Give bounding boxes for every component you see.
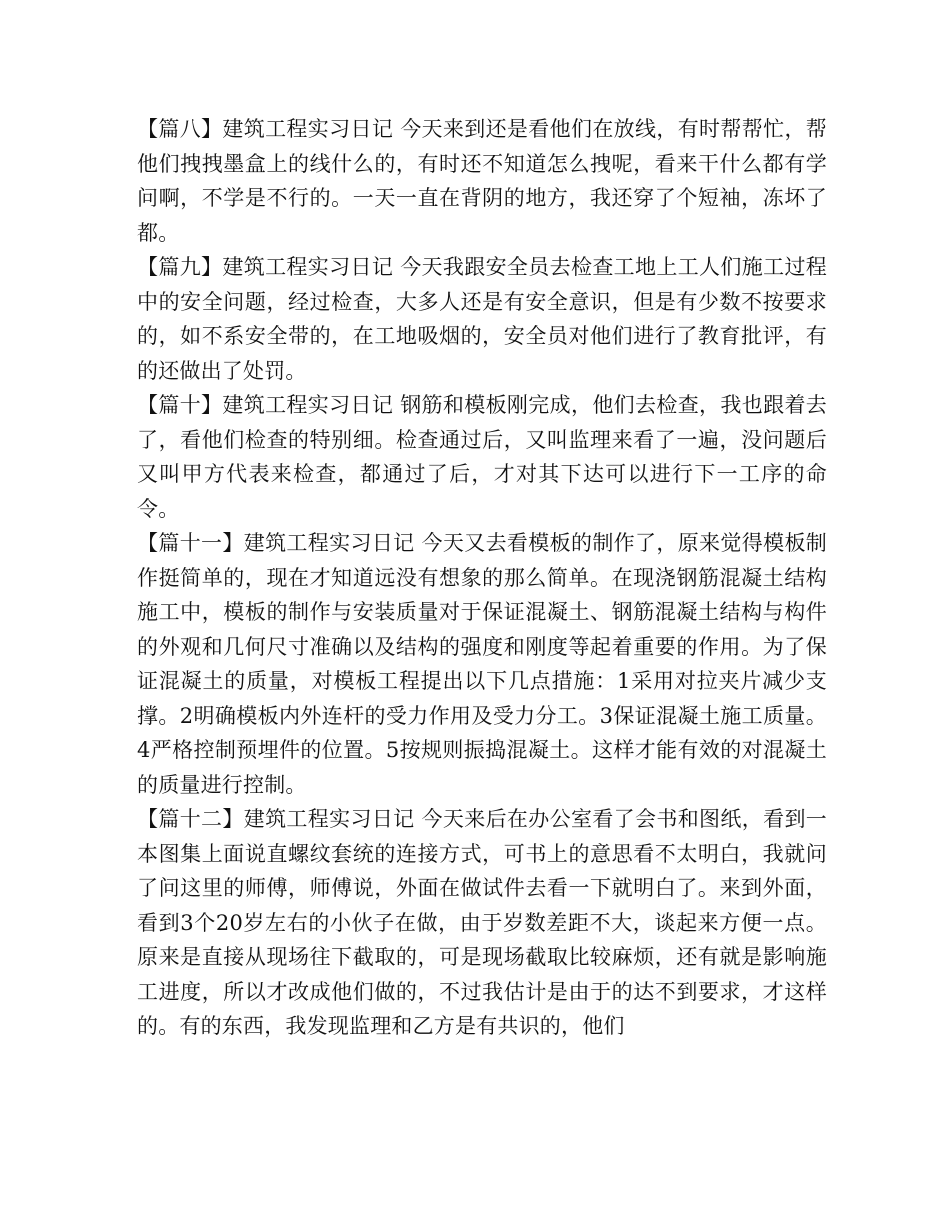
diary-entry-8: 【篇八】建筑工程实习日记 今天来到还是看他们在放线，有时帮帮忙，帮他们拽拽墨盒上的线什么的，有时还不知道怎么拽呢，看来干什么都有学问啊，不学是不行的。一天一直在背阴的地方，我还穿了个短袖，冻坏了都。 xyxy=(137,117,827,245)
diary-entry-10: 【篇十】建筑工程实习日记 钢筋和模板刚完成，他们去检查，我也跟着去了，看他们检查的特别细。检查通过后，又叫监理来看了一遍，没问题后又叫甲方代表来检查，都通过了后，才对其下达可以进行下一工序的命令。 xyxy=(137,393,827,521)
diary-entry-12: 【篇十二】建筑工程实习日记 今天来后在办公室看了会书和图纸，看到一本图集上面说直螺纹套统的连接方式，可书上的意思看不太明白，我就问了问这里的师傅，师傅说，外面在做试件去看一下就明白了。来到外面，看到3个20岁左右的小伙子在做，由于岁数差距不大，谈起来方便一点。原来是直接从现场往下截取的，可是现场截取比较麻烦，还有就是影响施工进度，所以才改成他们做的，不过我估计是由于的达不到要求，才这样的。有的东西，我发现监理和乙方是有共识的，他们 xyxy=(137,807,827,1038)
document-body xyxy=(137,112,827,1044)
diary-entry-9: 【篇九】建筑工程实习日记 今天我跟安全员去检查工地上工人们施工过程中的安全问题，经过检查，大多人还是有安全意识，但是有少数不按要求的，如不系安全带的，在工地吸烟的，安全员对他们进行了教育批评，有的还做出了处罚。 xyxy=(137,255,827,383)
diary-entry-11: 【篇十一】建筑工程实习日记 今天又去看模板的制作了，原来觉得模板制作挺简单的，现在才知道远没有想象的那么简单。在现浇钢筋混凝土结构施工中，模板的制作与安装质量对于保证混凝土、钢筋混凝土结构与构件的外观和几何尺寸准确以及结构的强度和刚度等起着重要的作用。为了保证混凝土的质量，对模板工程提出以下几点措施：1采用对拉夹片减少支撑。2明确模板内外连杆的受力作用及受力分工。3保证混凝土施工质量。4严格控制预埋件的位置。5按规则振捣混凝土。这样才能有效的对混凝土的质量进行控制。 xyxy=(137,531,827,797)
